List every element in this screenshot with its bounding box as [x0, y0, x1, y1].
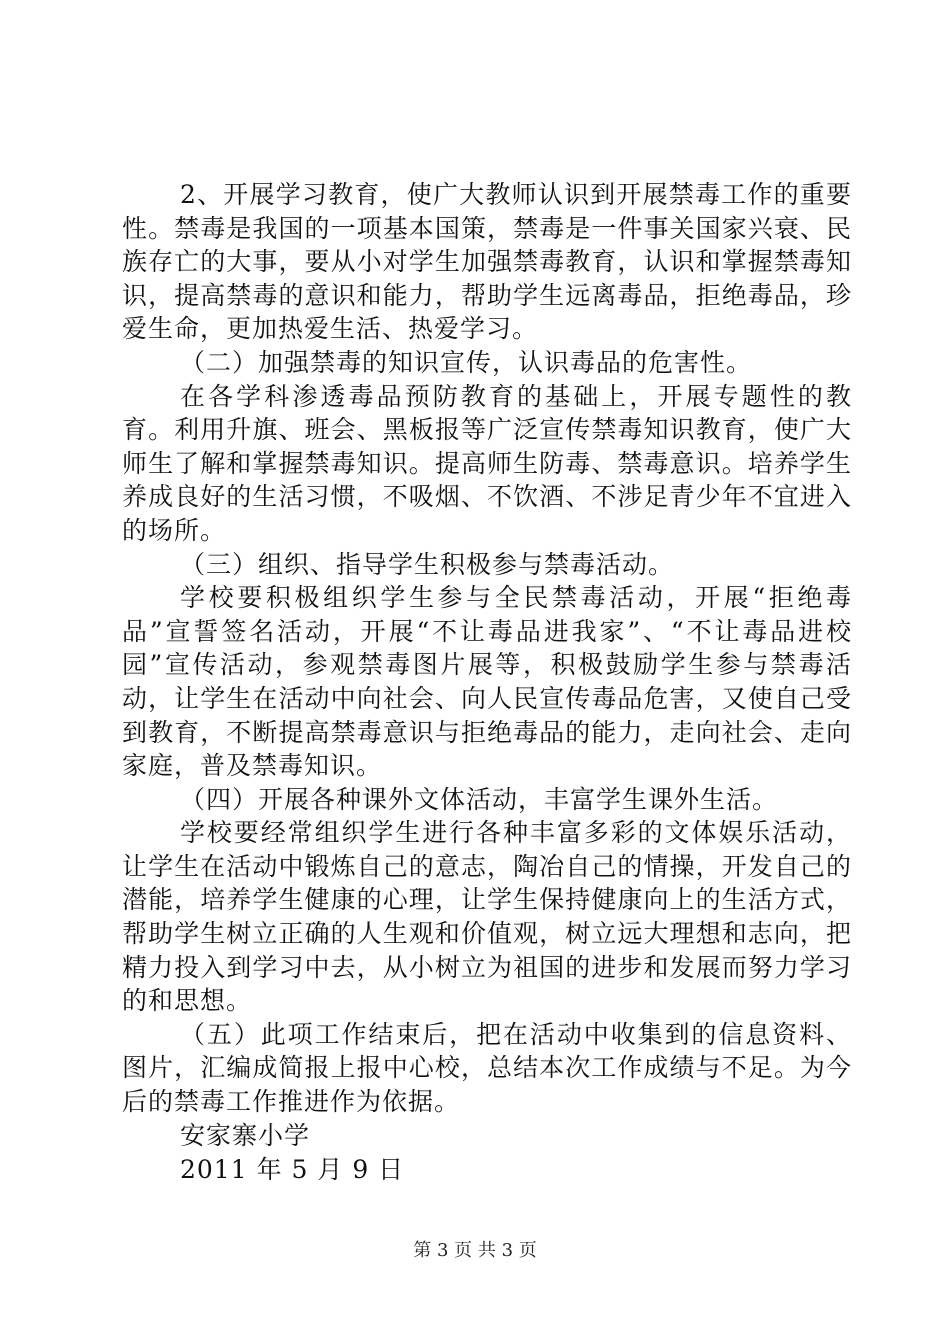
heading-extracurricular: （四）开展各种课外文体活动，丰富学生课外生活。 [180, 784, 779, 814]
heading-knowledge-publicity: （二）加强禁毒的知识宣传，认识毒品的危害性。 [180, 347, 753, 377]
signature-school: 安家寨小学 [180, 1120, 311, 1150]
paragraph-cultural-activities: 学校要经常组织学生进行各种丰富多彩的文体娱乐活动，让学生在活动中锻炼自己的意志，陶冶自己的情操，开发自己的潜能，培养学生健康的心理，让学生保持健康向上的生活方式，帮助学生树立正确的人生观和价值观，树立远大理想和志向，把精力投入到学习中去，从小树立为祖国的进步和发展而努力学习的和思想。 [122, 818, 852, 1016]
heading-organize-activities: （三）组织、指导学生积极参与禁毒活动。 [180, 549, 675, 579]
document-body [122, 178, 852, 1187]
page-number-footer: 第 3 页 共 3 页 [413, 1240, 537, 1261]
paragraph-work-summary: （五）此项工作结束后，把在活动中收集到的信息资料、图片，汇编成简报上报中心校，总结本次工作成绩与不足。为今后的禁毒工作推进作为依据。 [122, 1019, 852, 1117]
paragraph-learning-education: 2、开展学习教育，使广大教师认识到开展禁毒工作的重要性。禁毒是我国的一项基本国策，禁毒是一件事关国家兴衰、民族存亡的大事，要从小对学生加强禁毒教育，认识和掌握禁毒知识，提高禁毒的意识和能力，帮助学生远离毒品，拒绝毒品，珍爱生命，更加热爱生活、热爱学习。 [122, 180, 852, 344]
signature-date: 2011 年 5 月 9 日 [180, 1154, 405, 1184]
paragraph-subject-education: 在各学科渗透毒品预防教育的基础上，开展专题性的教育。利用升旗、班会、黑板报等广泛宣传禁毒知识教育，使广大师生了解和掌握禁毒知识。提高师生防毒、禁毒意识。培养学生养成良好的生活习惯，不吸烟、不饮酒、不涉足青少年不宜进入的场所。 [122, 381, 852, 545]
paragraph-anti-drug-activities: 学校要积极组织学生参与全民禁毒活动，开展“拒绝毒品”宣誓签名活动，开展“不让毒品进我家”、“不让毒品进校园”宣传活动，参观禁毒图片展等，积极鼓励学生参与禁毒活动，让学生在活动中向社会、向人民宣传毒品危害，又使自己受到教育，不断提高禁毒意识与拒绝毒品的能力，走向社会、走向家庭，普及禁毒知识。 [122, 583, 852, 781]
